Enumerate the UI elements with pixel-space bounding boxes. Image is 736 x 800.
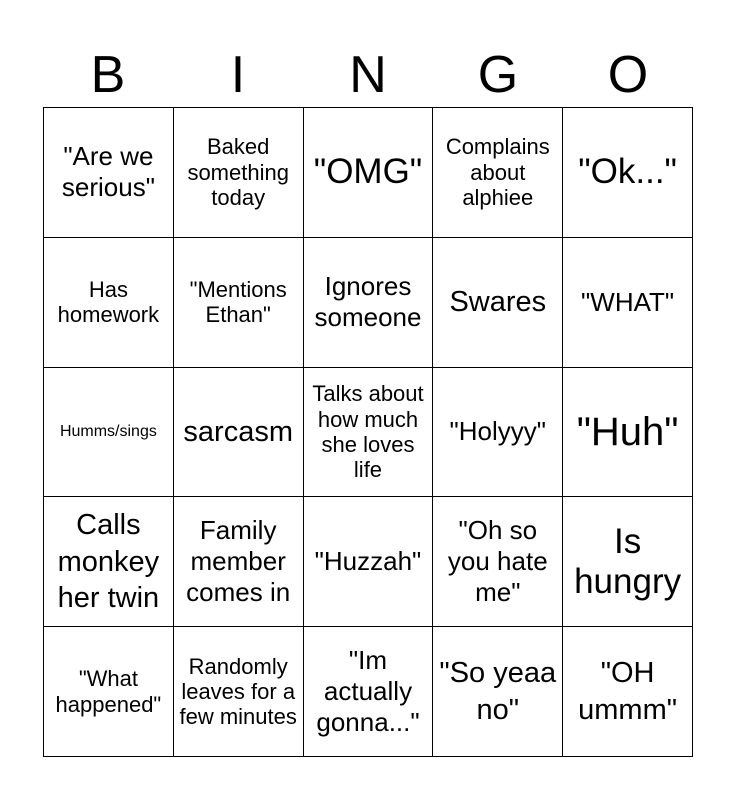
bingo-cell-text: Ignores someone <box>314 271 422 333</box>
bingo-cell-text: "Im actually gonna..." <box>316 644 420 738</box>
bingo-cell-text: "Ok..." <box>578 152 677 192</box>
bingo-cell-r3-c3[interactable] <box>304 368 434 498</box>
bingo-cell-r1-c2[interactable] <box>174 108 304 238</box>
bingo-cell-text: Baked something today <box>187 134 289 211</box>
bingo-cell-r2-c2[interactable] <box>174 238 304 368</box>
bingo-cell-text: "WHAT" <box>581 286 675 317</box>
bingo-cell-text: Has homework <box>57 276 160 328</box>
bingo-cell-r4-c3[interactable] <box>304 497 434 627</box>
bingo-cell-r1-c3[interactable] <box>304 108 434 238</box>
bingo-cell-text: Is hungry <box>574 521 682 601</box>
bingo-cell-text: "So yeaa no" <box>439 657 557 726</box>
header-letter-i: I <box>230 46 246 104</box>
bingo-cell-r5-c5[interactable] <box>563 627 693 757</box>
bingo-cell-text: Talks about how much she loves life <box>312 381 424 483</box>
bingo-cell-text: Complains about alphiee <box>445 134 550 211</box>
bingo-cell-text: Family member comes in <box>186 515 291 608</box>
bingo-cell-text: Randomly leaves for a few minutes <box>179 653 297 730</box>
bingo-cell-r1-c5[interactable] <box>563 108 693 238</box>
bingo-cell-r3-c1[interactable] <box>44 368 174 498</box>
header-letter-g: G <box>477 46 519 104</box>
bingo-card <box>43 107 693 757</box>
bingo-cell-r2-c4[interactable] <box>433 238 563 368</box>
bingo-header <box>43 44 693 106</box>
bingo-cell-text: Humms/sings <box>59 422 157 440</box>
bingo-cell-text: "Huzzah" <box>314 546 422 577</box>
bingo-cell-r4-c2[interactable] <box>174 497 304 627</box>
bingo-cell-text: "Huh" <box>576 409 679 454</box>
bingo-cell-r5-c2[interactable] <box>174 627 304 757</box>
bingo-cell-text: "Mentions Ethan" <box>189 276 287 328</box>
bingo-cell-r4-c4[interactable] <box>433 497 563 627</box>
bingo-cell-text: "Holyyy" <box>449 416 547 447</box>
bingo-cell-r3-c2[interactable] <box>174 368 304 498</box>
bingo-cell-r1-c1[interactable] <box>44 108 174 238</box>
bingo-cell-text: Swares <box>449 286 547 319</box>
bingo-cell-r1-c4[interactable] <box>433 108 563 238</box>
header-letter-o: O <box>607 46 649 104</box>
bingo-cell-text: "OMG" <box>313 152 423 192</box>
header-letter-n: N <box>349 46 387 104</box>
bingo-cell-r4-c1[interactable] <box>44 497 174 627</box>
bingo-cell-text: "Are we serious" <box>61 141 155 203</box>
bingo-cell-r2-c3[interactable] <box>304 238 434 368</box>
bingo-cell-r2-c5[interactable] <box>563 238 693 368</box>
bingo-cell-r4-c5[interactable] <box>563 497 693 627</box>
bingo-cell-text: sarcasm <box>183 415 293 448</box>
bingo-cell-r5-c1[interactable] <box>44 627 174 757</box>
bingo-cell-r5-c4[interactable] <box>433 627 563 757</box>
bingo-cell-text: Calls monkey her twin <box>57 509 160 614</box>
bingo-cell-text: "Oh so you hate me" <box>447 515 548 608</box>
bingo-cell-r5-c3[interactable] <box>304 627 434 757</box>
header-letter-b: B <box>90 46 126 104</box>
bingo-cell-r2-c1[interactable] <box>44 238 174 368</box>
bingo-cell-r3-c5[interactable] <box>563 368 693 498</box>
bingo-cell-text: "What happened" <box>55 666 162 717</box>
bingo-cell-r3-c4[interactable] <box>433 368 563 498</box>
bingo-cell-text: "OH ummm" <box>578 657 678 726</box>
